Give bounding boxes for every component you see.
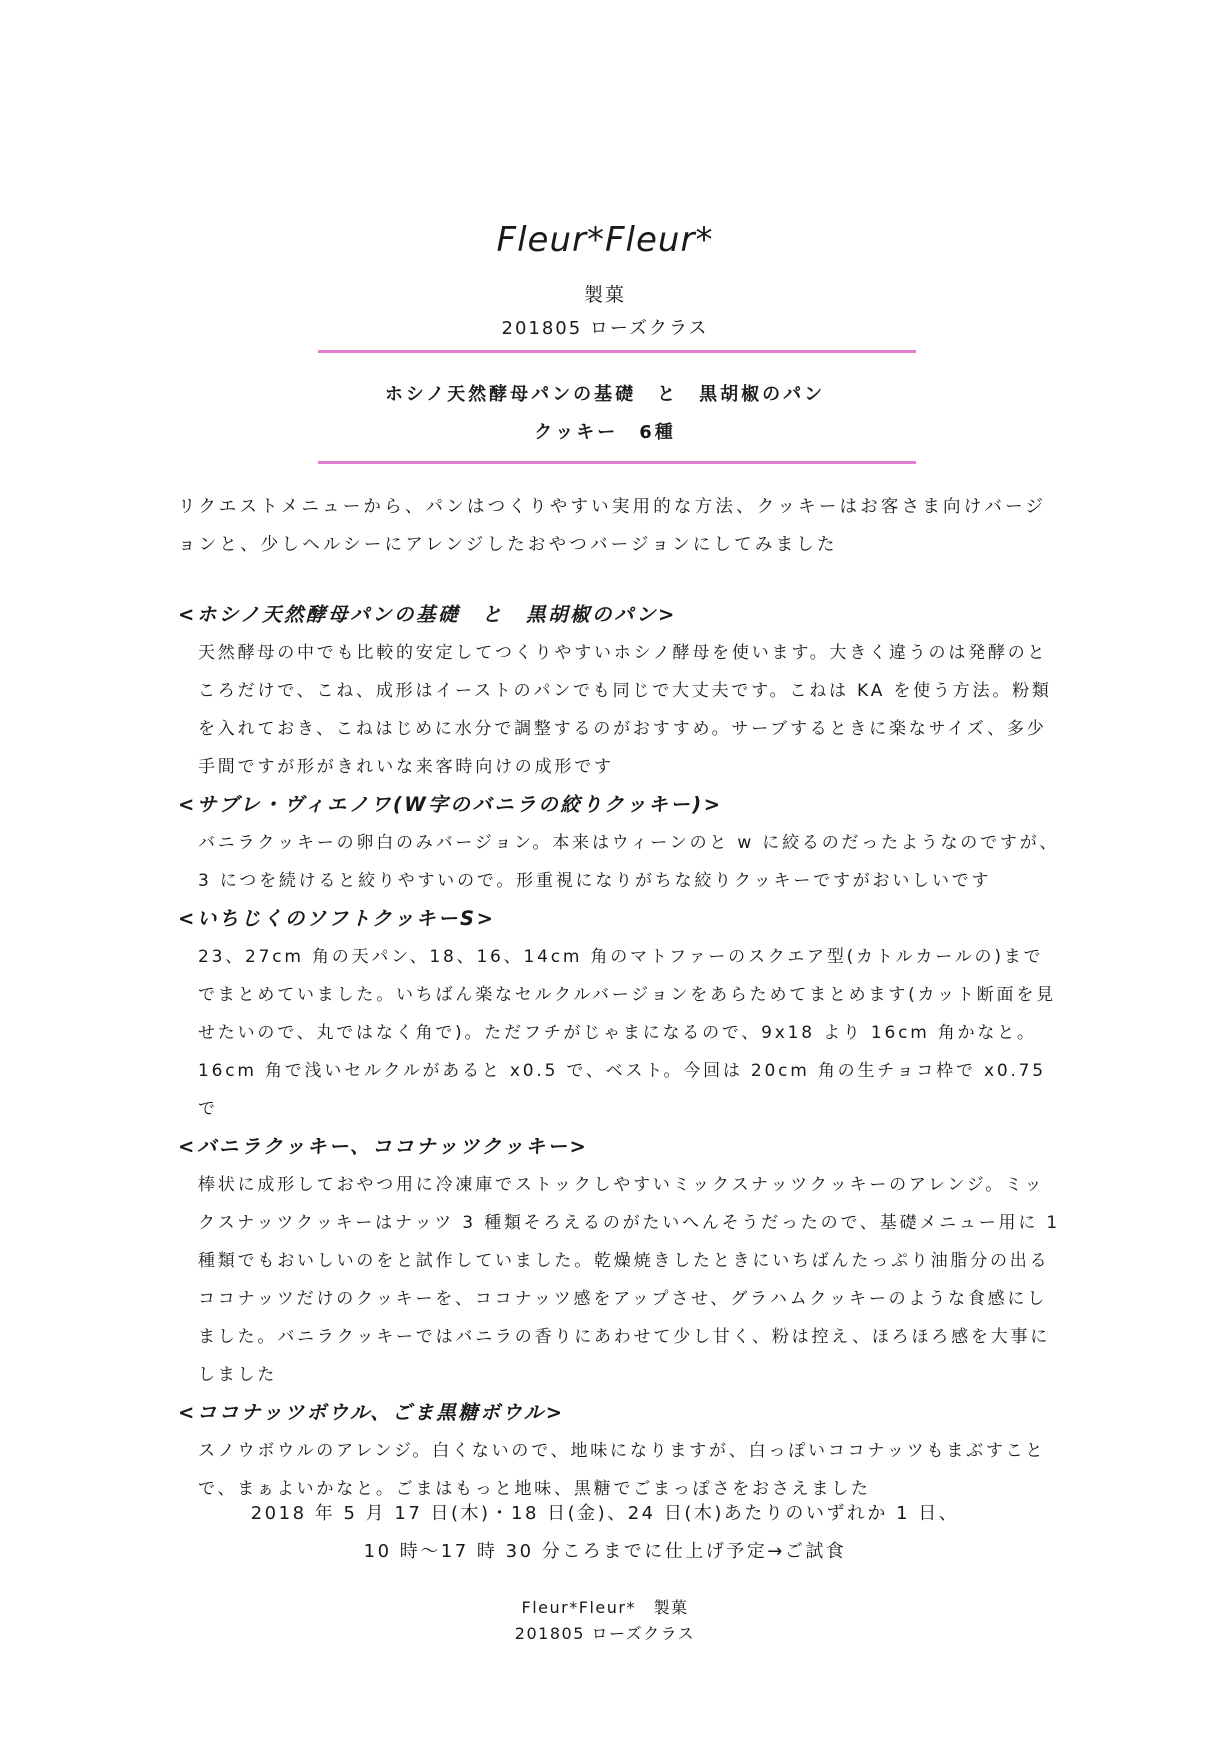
section-body: 天然酵母の中でも比較的安定してつくりやすいホシノ酵母を使います。大きく違うのは発酵のところだけで、こね、成形はイーストのパンでも同じで大丈夫です。こねは KA を使う方法。粉類を入れておき、こねはじめに水分で調整するのがおすすめ。サーブするときに楽なサイズ、多少手間ですが形がきれいな来客時向けの成形です bbox=[198, 643, 1052, 777]
menu-line-2: クッキー 6種 bbox=[534, 422, 676, 443]
bottom-divider bbox=[318, 461, 916, 464]
menu-line-1: ホシノ天然酵母パンの基礎 と 黒胡椒のパン bbox=[384, 384, 826, 405]
section-title: <バニラクッキー、ココナッツクッキー> bbox=[178, 1135, 589, 1158]
brand-title: Fleur*Fleur* bbox=[496, 220, 714, 260]
menu-sections bbox=[178, 596, 1078, 1508]
section-body: 23、27cm 角の天パン、18、16、14cm 角のマトファーのスクエア型(カトルカールの)まででまとめていました。いちばん楽なセルクルバージョンをあらためてまとめます(カット断面を見せたいので、丸ではなく角で)。ただフチがじゃまになるので、9x18 より 16cm 角かなと。16cm 角で浅いセルクルがあると x0.5 で、ベスト。今回は 20cm 角の生チョコ枠で x0.75 で bbox=[198, 947, 1056, 1119]
section-title: <いちじくのソフトクッキーS> bbox=[178, 907, 496, 930]
top-divider bbox=[318, 350, 916, 353]
section-snowball bbox=[178, 1394, 1078, 1508]
footer-line-2: 201805 ローズクラス bbox=[514, 1624, 696, 1643]
section-title: <サブレ・ヴィエノワ(W字のバニラの絞りクッキー)> bbox=[178, 793, 723, 816]
section-title: <ホシノ天然酵母パンの基礎 と 黒胡椒のパン> bbox=[178, 603, 677, 626]
class-name: 201805 ローズクラス bbox=[501, 318, 709, 339]
footer-line-1: Fleur*Fleur* 製菓 bbox=[521, 1598, 689, 1617]
section-sable-viennois bbox=[178, 786, 1078, 900]
menu-summary bbox=[0, 376, 1210, 452]
section-body: スノウボウルのアレンジ。白くないので、地味になりますが、白っぽいココナッツもまぶすことで、まぁよいかなと。ごまはもっと地味、黒糖でごまっぽさをおさえました bbox=[198, 1441, 1046, 1499]
section-vanilla-coconut bbox=[178, 1128, 1078, 1394]
document-footer bbox=[0, 1595, 1210, 1647]
category-label: 製菓 bbox=[583, 284, 626, 306]
section-fig-cookie bbox=[178, 900, 1078, 1128]
section-bread bbox=[178, 596, 1078, 786]
schedule-line-1: 2018 年 5 月 17 日(木)・18 日(金)、24 日(木)あたりのいずれか 1 日、 bbox=[250, 1503, 960, 1524]
section-title: <ココナッツボウル、ごま黒糖ボウル> bbox=[178, 1401, 565, 1424]
section-body: バニラクッキーの卵白のみバージョン。本来はウィーンのと w に絞るのだったようなのですが、3 につを続けると絞りやすいので。形重視になりがちな絞りクッキーですがおいしいです bbox=[198, 833, 1060, 891]
intro-paragraph: リクエストメニューから、パンはつくりやすい実用的な方法、クッキーはお客さま向けバージョンと、少しヘルシーにアレンジしたおやつバージョンにしてみました bbox=[178, 497, 1047, 555]
section-body: 棒状に成形しておやつ用に冷凍庫でストックしやすいミックスナッツクッキーのアレンジ。ミックスナッツクッキーはナッツ 3 種類そろえるのがたいへんそうだったので、基礎メニュー用に 1 種類でもおいしいのをと試作していました。乾燥焼きしたときにいちばんたっぷり油脂分の出るココナッツだけのクッキーを、ココナッツ感をアップさせ、グラハムクッキーのような食感にしました。バニラクッキーではバニラの香りにあわせて少し甘く、粉は控え、ほろほろ感を大事にしました bbox=[198, 1175, 1060, 1385]
schedule-note bbox=[0, 1495, 1210, 1571]
document-header bbox=[0, 218, 1210, 342]
schedule-line-2: 10 時～17 時 30 分ころまでに仕上げ予定→ご試食 bbox=[363, 1541, 847, 1562]
